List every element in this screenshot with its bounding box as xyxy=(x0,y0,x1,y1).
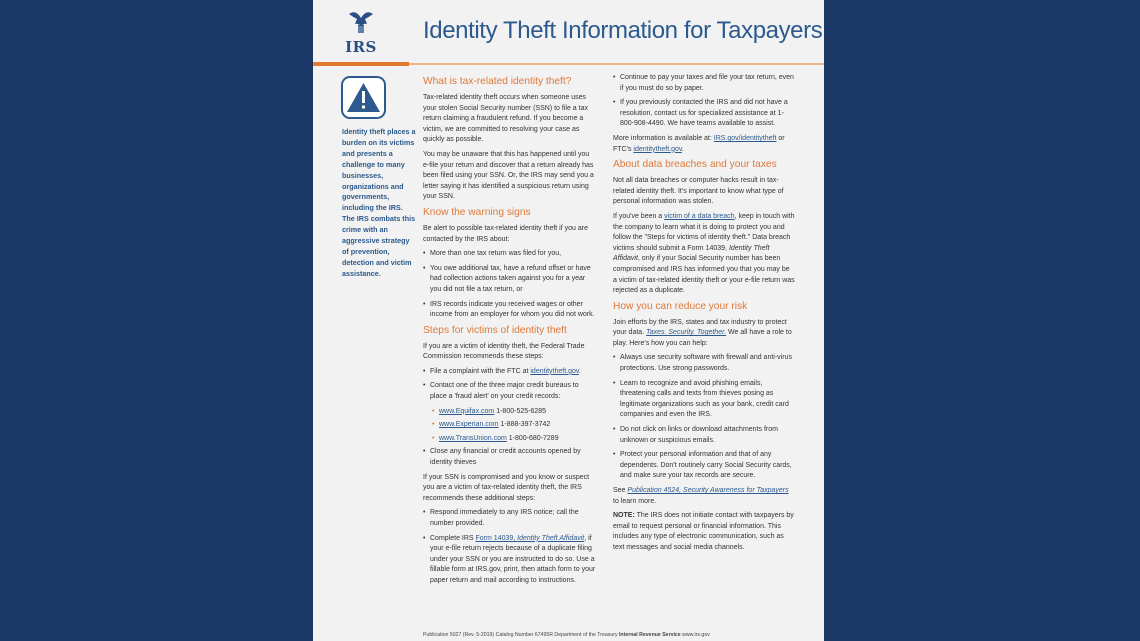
text: More information is available at: xyxy=(613,134,714,142)
paragraph xyxy=(613,134,795,155)
list-item: • Continue to pay your taxes and file your tax return, even if you must do so by paper. xyxy=(613,73,795,94)
list-item: • More than one tax return was filed for you, xyxy=(423,249,597,260)
list-item-text: . xyxy=(578,367,581,375)
list-item: • Always use security software with firewall and anti-virus protections. Use strong passwords. xyxy=(613,353,795,374)
paragraph: You may be unaware that this has happened until you e-file your return and discover that a return already has been filed using your SSN. Or, the IRS may send you a letter saying it has identified a suspicious return using your SSN. xyxy=(423,150,594,201)
list-item-text: Complete IRS xyxy=(430,534,476,542)
paragraph: If you are a victim of identity theft, the Federal Trade Commission recommends these steps: xyxy=(423,342,585,361)
page-footer xyxy=(423,632,823,638)
bureau-item xyxy=(423,407,597,418)
logo-text: IRS xyxy=(345,38,377,56)
transunion-link[interactable]: www.TransUnion.com xyxy=(439,434,507,442)
note-paragraph xyxy=(613,511,795,553)
text: We all have a role to play. Here's how you can help: xyxy=(613,329,792,347)
form-14039-link[interactable] xyxy=(476,535,585,542)
footer-text: www.irs.gov xyxy=(680,632,710,638)
section-heading-warning: Know the warning signs xyxy=(423,206,531,218)
list-item: • Contact one of the three major credit bureaus to place a 'fraud alert' on your credit records: xyxy=(423,381,597,402)
publication-4524-link[interactable]: Publication 4524, Security Awareness for Taxpayers xyxy=(627,487,789,494)
text: , keep in touch with the company to learn what it is doing to protect you and follow the "Steps for victims of identity theft." Data breach victims should submit a Form 14039, xyxy=(613,212,795,252)
text: to learn more. xyxy=(613,497,657,505)
sidebar-callout: Identity theft places a burden on its victims and presents a challenge to many businesses, organizations and governments, including the IRS. The IRS combats this crime with an aggressive strategy of prevention, detection and victim assistance. xyxy=(342,127,416,278)
taxes-security-together-link[interactable]: Taxes. Security. Together. xyxy=(646,329,727,337)
bureau-phone: 1-800-525-6285 xyxy=(496,407,547,415)
list-item: • Respond immediately to any IRS notice; call the number provided. xyxy=(423,508,597,529)
paragraph: Not all data breaches or computer hacks result in tax-related identity theft. It's important to know what type of personal information was stolen. xyxy=(613,177,784,206)
footer-agency: Internal Revenue Service xyxy=(618,632,681,638)
link-text: Form 14039, xyxy=(475,534,518,542)
list-item: • If you previously contacted the IRS and did not have a resolution, contact us for specialized assistance at 1-800-908-4490. We have teams available to assist. xyxy=(613,98,795,130)
text: or FTC's xyxy=(613,134,785,153)
list-item-text: , if your e-file return rejects because of a duplicate filing under your SSN or you are instructed to do so. Use a fillable form at IRS.gov, print, then attach form to your paper return and mail according to instructions. xyxy=(430,534,596,584)
list-item: • Learn to recognize and avoid phishing emails, threatening calls and texts from thieves posing as legitimate organizations such as your bank, credit card companies and even the IRS. xyxy=(613,379,795,421)
data-breach-link[interactable]: victim of a data breach xyxy=(664,212,735,220)
equifax-link[interactable]: www.Equifax.com xyxy=(439,407,495,415)
list-item-text: File a complaint with the FTC at xyxy=(430,367,531,375)
section-heading-what: What is tax-related identity theft? xyxy=(423,76,572,87)
list-item: • Close any financial or credit accounts opened by identity thieves xyxy=(423,447,597,468)
column-right xyxy=(613,73,795,558)
paragraph xyxy=(613,486,795,507)
list-item: • You owe additional tax, have a refund offset or have had collection actions taken against you for a year you did not file a tax return, or xyxy=(423,264,597,296)
bureau-item xyxy=(423,434,597,445)
document-title: Identity Theft Information for Taxpayers xyxy=(423,17,823,44)
list-item xyxy=(423,367,597,378)
list-item: • Protect your personal information and that of any dependents. Don't routinely carry Social Security cards, and make sure your tax records are secure. xyxy=(613,450,795,482)
paragraph: Be alert to possible tax-related identity theft if you are contacted by the IRS about: xyxy=(423,224,588,243)
header-rule-accent xyxy=(313,62,409,66)
section-heading-reduce: How you can reduce your risk xyxy=(613,300,748,312)
bureau-item xyxy=(423,420,597,431)
text: . xyxy=(681,145,684,153)
irs-logo xyxy=(343,10,379,56)
paragraph: Tax-related identity theft occurs when someone uses your stolen Social Security number (SSN) to file a tax return claiming a fraudulent refund. If you become a victim, we are committed to resolving your case as quickly as possible. xyxy=(423,94,588,144)
text: The IRS does not initiate contact with taxpayers by email to request personal or financial information. This includes any type of electronic communication, such as text messages and social media channels. xyxy=(613,512,794,551)
text: Join efforts by the IRS, states and tax industry to protect your data. xyxy=(613,318,787,337)
eagle-icon xyxy=(347,10,375,34)
text: , only if your Social Security number has been compromised and IRS has informed you that you may be a victim of tax-related identity theft or your e-file return was rejected as a duplicate. xyxy=(613,255,795,295)
identitytheft-link[interactable]: identitytheft.gov xyxy=(530,367,579,375)
text: If you've been a xyxy=(613,212,665,220)
paragraph xyxy=(613,318,795,350)
text: See xyxy=(613,487,628,494)
list-item: • IRS records indicate you received wages or other income from an employer for whom you did not work. xyxy=(423,300,597,321)
column-left xyxy=(423,73,597,591)
document-page xyxy=(313,0,824,641)
paragraph xyxy=(613,212,795,297)
note-label: NOTE: xyxy=(613,512,635,520)
header-rule xyxy=(409,63,824,65)
section-heading-breach: About data breaches and your taxes xyxy=(613,159,777,171)
bureau-phone: 1-888-397-3742 xyxy=(500,421,551,429)
ftc-identitytheft-link[interactable]: identitytheft.gov xyxy=(633,145,682,153)
irs-identitytheft-link[interactable]: IRS.gov/identitytheft xyxy=(713,134,777,142)
section-heading-steps: Steps for victims of identity theft xyxy=(423,324,567,336)
warning-icon xyxy=(341,76,386,119)
link-text: Identity Theft Affidavit xyxy=(517,534,585,542)
footer-text: Publication 5027 (Rev. 5-2019) Catalog Number 67495R Department of the Treasury xyxy=(423,632,619,638)
list-item: • Do not click on links or download attachments from unknown or suspicious emails. xyxy=(613,425,795,446)
list-item xyxy=(423,534,597,587)
bureau-phone: 1-800-680-7289 xyxy=(508,434,559,442)
background-right xyxy=(824,0,1140,641)
experian-link[interactable]: www.Experian.com xyxy=(439,421,499,429)
text: Identity Theft Affidavit xyxy=(613,244,770,263)
paragraph: If your SSN is compromised and you know or suspect you are a victim of tax-related identity theft, the IRS recommends these additional steps: xyxy=(423,473,590,502)
